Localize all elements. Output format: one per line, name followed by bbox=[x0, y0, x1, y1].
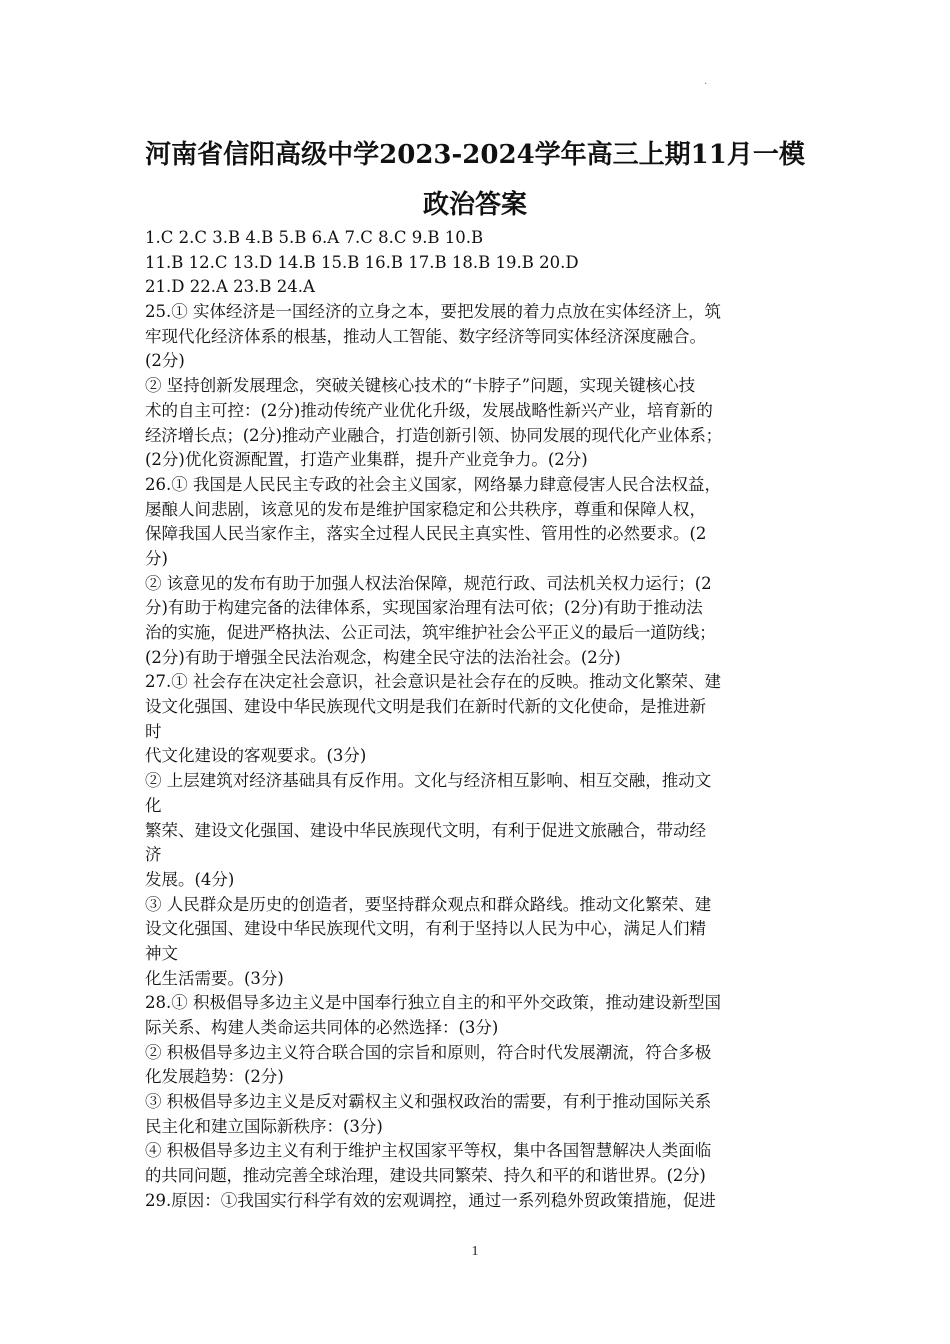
answer-line: 11.B 12.C 13.D 14.B 15.B 16.B 17.B 18.B 19.B 20.D bbox=[145, 252, 579, 272]
answer-line: 28.① 积极倡导多边主义是中国奉行独立自主的和平外交政策，推动建设新型国 bbox=[145, 993, 721, 1013]
answer-line: 屡酿人间悲剧，该意见的发布是维护国家稳定和公共秩序，尊重和保障人权， bbox=[145, 499, 706, 519]
answer-line: 发展。(4分) bbox=[145, 869, 235, 889]
answer-line: ③ 人民群众是历史的创造者，要坚持群众观点和群众路线。推动文化繁荣、建 bbox=[145, 894, 712, 914]
answer-line: 分)有助于构建完备的法律体系，实现国家治理有法可依；(2分)有助于推动法 bbox=[145, 598, 703, 618]
answer-line: 繁荣、建设文化强国、建设中华民族现代文明，有利于促进文旅融合，带动经 bbox=[145, 820, 706, 840]
answer-line: 际关系、构建人类命运共同体的必然选择：(3分) bbox=[145, 1018, 499, 1037]
answer-line: ② 上层建筑对经济基础具有反作用。文化与经济相互影响、相互交融，推动文 bbox=[145, 771, 712, 791]
answer-line: 21.D 22.A 23.B 24.A bbox=[145, 277, 315, 297]
answer-line: ③ 积极倡导多边主义是反对霸权主义和强权政治的需要，有利于推动国际关系 bbox=[145, 1092, 712, 1112]
corner-mark: . bbox=[704, 76, 708, 87]
answer-line: 的共同问题，推动完善全球治理，建设共同繁荣、持久和平的和谐世界。(2分) bbox=[145, 1166, 706, 1186]
answer-line: 27.① 社会存在决定社会意识，社会意识是社会存在的反映。推动文化繁荣、建 bbox=[145, 672, 721, 692]
answer-line: 治的实施，促进严格执法、公正司法，筑牢维护社会公平正义的最后一道防线； bbox=[145, 623, 716, 642]
answer-line: 民主化和建立国际新秩序：(3分) bbox=[145, 1116, 383, 1136]
answer-line: 分) bbox=[145, 548, 168, 568]
answer-line: ④ 积极倡导多边主义有利于维护主权国家平等权，集中各国智慧解决人类面临 bbox=[145, 1141, 712, 1161]
answer-line: 25.① 实体经济是一国经济的立身之本，要把发展的着力点放在实体经济上，筑 bbox=[145, 302, 721, 322]
answer-line: (2分)优化资源配置，打造产业集群，提升产业竞争力。(2分) bbox=[145, 450, 588, 470]
answer-line: 经济增长点；(2分)推动产业融合，打造创新引领、协同发展的现代化产业体系； bbox=[145, 425, 722, 445]
answer-line: 29.原因：①我国实行科学有效的宏观调控，通过一系列稳外贸政策措施，促进 bbox=[145, 1190, 716, 1210]
page-number: 1 bbox=[471, 1244, 479, 1259]
answer-line: 牢现代化经济体系的根基，推动人工智能、数字经济等同实体经济深度融合。 bbox=[145, 326, 706, 346]
answer-line: 设文化强国、建设中华民族现代文明是我们在新时代新的文化使命，是推进新 bbox=[145, 697, 706, 717]
answer-body bbox=[145, 226, 815, 1214]
answer-line: ② 积极倡导多边主义符合联合国的宗旨和原则，符合时代发展潮流，符合多极 bbox=[145, 1042, 712, 1062]
document-title: 河南省信阳高级中学2023-2024学年高三上期11月一模 bbox=[145, 140, 805, 170]
answer-line: (2分) bbox=[145, 351, 185, 371]
answer-line: (2分)有助于增强全民法治观念，构建全民守法的法治社会。(2分) bbox=[145, 647, 621, 667]
answer-line: 化发展趋势：(2分) bbox=[145, 1067, 284, 1087]
document-subtitle: 政治答案 bbox=[422, 190, 527, 220]
answer-line: ② 该意见的发布有助于加强人权法治保障，规范行政、司法机关权力运行；(2 bbox=[145, 573, 712, 593]
answer-line: 化生活需要。(3分) bbox=[145, 968, 284, 988]
answer-line: 时 bbox=[145, 721, 162, 741]
answer-line: 设文化强国、建设中华民族现代文明，有利于坚持以人民为中心，满足人们精 bbox=[145, 919, 706, 939]
answer-line: 代文化建设的客观要求。(3分) bbox=[145, 746, 367, 766]
answer-line: 神文 bbox=[145, 943, 178, 963]
answer-line: 保障我国人民当家作主，落实全过程人民民主真实性、管用性的必然要求。(2 bbox=[145, 524, 707, 544]
answer-line: 26.① 我国是人民民主专政的社会主义国家，网络暴力肆意侵害人民合法权益， bbox=[145, 474, 721, 494]
answer-line: 术的自主可控：(2分)推动传统产业优化升级，发展战略性新兴产业，培育新的 bbox=[145, 400, 713, 420]
answer-line: 济 bbox=[145, 845, 162, 865]
answer-line: 1.C 2.C 3.B 4.B 5.B 6.A 7.C 8.C 9.B 10.B bbox=[145, 228, 484, 247]
answer-line: 化 bbox=[145, 795, 162, 815]
answer-line: ② 坚持创新发展理念，突破关键核心技术的“卡脖子”问题，实现关键核心技 bbox=[145, 376, 696, 396]
